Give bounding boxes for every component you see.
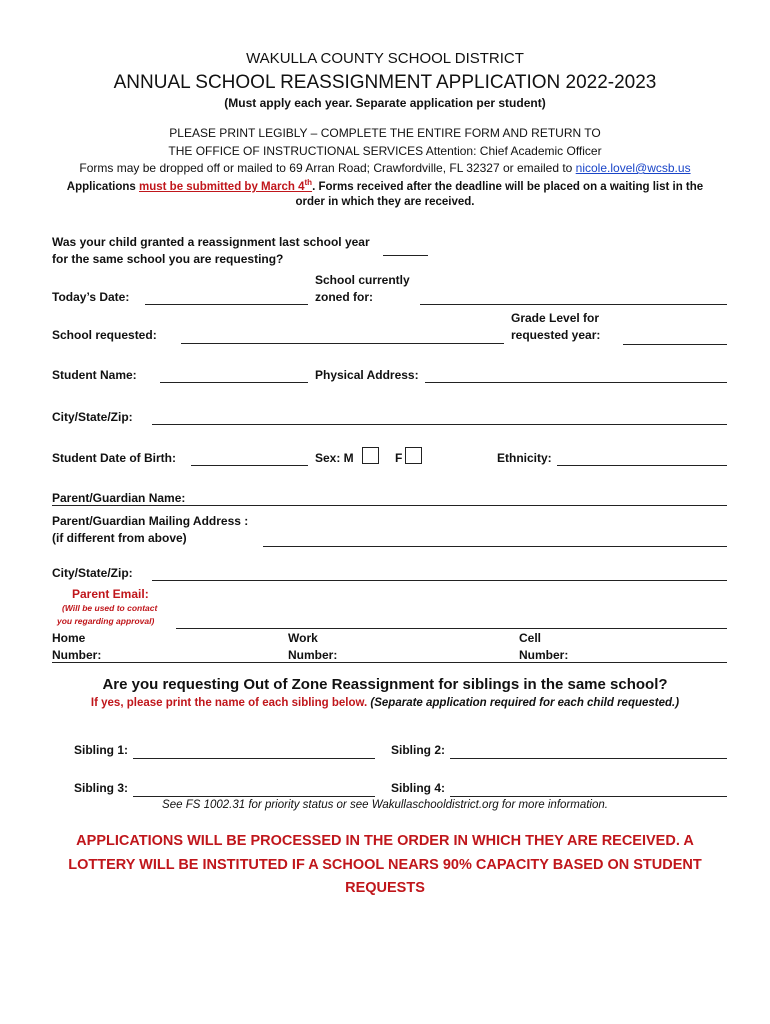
deadline-date [139, 178, 313, 193]
deadline-date-text: must be submitted by March 4 [139, 180, 305, 193]
physical-address-label: Physical Address: [315, 368, 419, 382]
parent-name-field[interactable] [52, 505, 727, 506]
prior-question-line-2: for the same school you are requesting? [52, 252, 284, 266]
parent-name-label: Parent/Guardian Name: [52, 491, 186, 505]
cell-number-label-1: Cell [519, 631, 542, 645]
deadline-post: . Forms received after the deadline will be placed on a waiting list in the [312, 180, 704, 193]
city-state-zip-field[interactable] [152, 424, 727, 425]
sibling-2-label: Sibling 2: [391, 743, 445, 757]
home-number-label-1: Home [52, 631, 86, 645]
sibling-1-field[interactable] [133, 758, 375, 759]
school-zoned-label-2: zoned for: [315, 290, 373, 304]
todays-date-field[interactable] [145, 304, 308, 305]
instructions-line-2: THE OFFICE OF INSTRUCTIONAL SERVICES Attention: Chief Academic Officer [168, 144, 602, 158]
school-zoned-label-1: School currently [315, 273, 410, 287]
deadline-line [0, 178, 770, 193]
sibling-1-label: Sibling 1: [74, 743, 128, 757]
home-number-label-2: Number: [52, 648, 102, 662]
grade-level-label-2: requested year: [511, 328, 601, 342]
instructions-line-3 [0, 161, 770, 175]
footer-warning-line-2: LOTTERY WILL BE INSTITUTED IF A SCHOOL NEARS 90% CAPACITY BASED ON STUDENT [68, 857, 702, 873]
parent-email-note-1: (Will be used to contact [62, 603, 158, 613]
ethnicity-label: Ethnicity: [497, 451, 552, 465]
sibling-2-field[interactable] [450, 758, 727, 759]
todays-date-label: Today’s Date: [52, 290, 130, 304]
sibling-3-field[interactable] [133, 796, 375, 797]
student-name-field[interactable] [160, 382, 308, 383]
parent-mailing-label: Parent/Guardian Mailing Address : [52, 514, 249, 528]
parent-city-state-zip-label: City/State/Zip: [52, 566, 133, 580]
district-name: WAKULLA COUNTY SCHOOL DISTRICT [246, 50, 524, 67]
work-number-label-1: Work [288, 631, 318, 645]
deadline-line-2: order in which they are received. [295, 196, 475, 208]
phone-numbers-field[interactable] [52, 662, 727, 663]
parent-city-state-zip-field[interactable] [152, 580, 727, 581]
fs-note: See FS 1002.31 for priority status or see Wakullaschooldistrict.org for more information. [162, 799, 608, 811]
footer-warning-line-3: REQUESTS [345, 880, 425, 896]
parent-email-note-2: you regarding approval) [57, 616, 155, 626]
siblings-instructions [0, 697, 770, 709]
school-requested-field[interactable] [181, 343, 504, 344]
deadline-pre: Applications [66, 180, 139, 193]
prior-answer-field[interactable] [383, 255, 428, 256]
form-title: ANNUAL SCHOOL REASSIGNMENT APPLICATION 2022-2023 [113, 72, 657, 93]
sex-female-label: F [395, 451, 403, 465]
footer-warning-line-1: APPLICATIONS WILL BE PROCESSED IN THE ORDER IN WHICH THEY ARE RECEIVED. A [76, 833, 694, 849]
siblings-instructions-italic: (Separate application required for each child requested.) [367, 697, 680, 709]
prior-question-line-1: Was your child granted a reassignment last school year [52, 235, 370, 249]
school-zoned-field[interactable] [420, 304, 727, 305]
grade-level-label-1: Grade Level for [511, 311, 600, 325]
physical-address-field[interactable] [425, 382, 727, 383]
sibling-4-label: Sibling 4: [391, 781, 445, 795]
student-name-label: Student Name: [52, 368, 137, 382]
sex-female-checkbox[interactable] [405, 447, 422, 464]
siblings-instructions-red: If yes, please print the name of each sibling below. [90, 697, 368, 709]
cell-number-label-2: Number: [519, 648, 569, 662]
work-number-label-2: Number: [288, 648, 338, 662]
siblings-heading: Are you requesting Out of Zone Reassignment for siblings in the same school? [102, 676, 668, 693]
email-link[interactable]: nicole.lovel@wcsb.us [575, 161, 691, 175]
parent-email-field[interactable] [176, 628, 727, 629]
form-subtitle: (Must apply each year. Separate application per student) [224, 96, 546, 110]
sibling-4-field[interactable] [450, 796, 727, 797]
parent-mailing-note: (if different from above) [52, 531, 187, 545]
city-state-zip-label: City/State/Zip: [52, 410, 133, 424]
instructions-line-3-text: Forms may be dropped off or mailed to 69 Arran Road; Crawfordville, FL 32327 or emailed to [79, 161, 576, 175]
instructions-line-1: PLEASE PRINT LEGIBLY – COMPLETE THE ENTIRE FORM AND RETURN TO [169, 126, 601, 140]
sibling-3-label: Sibling 3: [74, 781, 128, 795]
sex-male-checkbox[interactable] [362, 447, 379, 464]
parent-email-label: Parent Email: [72, 587, 149, 601]
student-dob-field[interactable] [191, 465, 308, 466]
deadline-sup: th [304, 178, 313, 187]
sex-label: Sex: M [315, 451, 354, 465]
student-dob-label: Student Date of Birth: [52, 451, 176, 465]
parent-mailing-field[interactable] [263, 546, 727, 547]
grade-level-field[interactable] [623, 344, 727, 345]
school-requested-label: School requested: [52, 328, 157, 342]
ethnicity-field[interactable] [557, 465, 727, 466]
